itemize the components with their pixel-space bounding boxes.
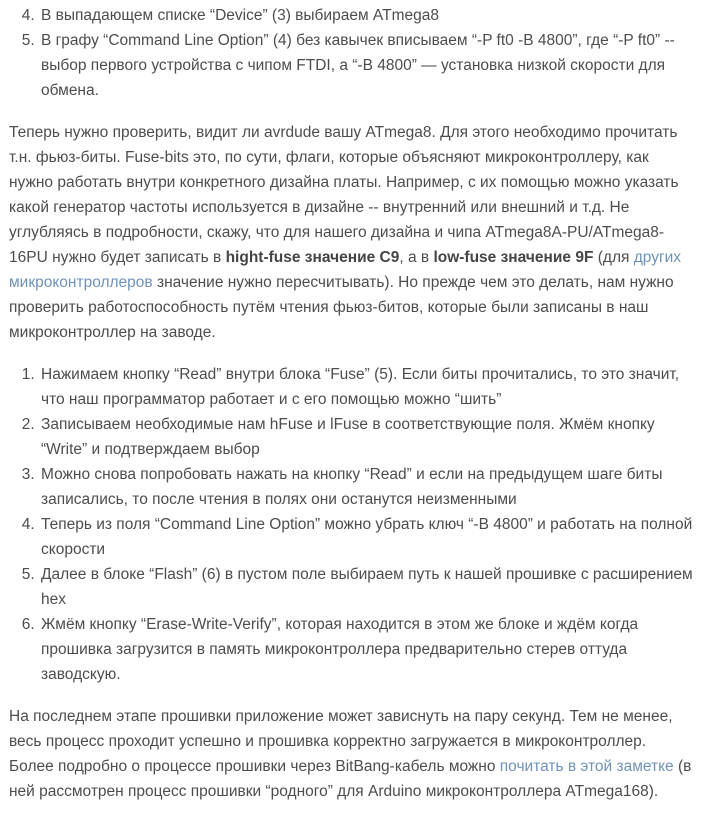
closing-paragraph: [9, 704, 694, 804]
flashing-steps-list: [9, 362, 694, 687]
text-run: Записываем необходимые нам hFuse и lFuse в соответствующие поля. Жмём кнопку “Write” и подтверждаем выбор: [41, 416, 655, 458]
text-run: В выпадающем списке “Device” (3) выбираем ATmega8: [41, 7, 439, 24]
setup-steps-list: [9, 3, 694, 103]
list-item: [39, 612, 694, 687]
text-run: В графу “Command Line Option” (4) без кавычек вписываем “-P ft0 -B 4800”, где “-P ft0” -- выбор первого устройства с чипом FTDI, а “-B 4800” — установка низкой скорости для обмена.: [41, 32, 675, 99]
list-item: [39, 412, 694, 462]
list-item: [39, 28, 694, 103]
text-run: Теперь нужно проверить, видит ли avrdude вашу ATmega8. Для этого необходимо прочитать т.н. фьюз-биты. Fuse-bits это, по сути, флаги, которые объясняют микроконтроллеру, как нужно работать внутри конкретного дизайна платы. Например, с их помощью можно указать какой генератор частоты используется в дизайне -- внутренний или внешний и т.д. Не углубляясь в подробности, скажу, что для нашего дизайна и чипа ATmega8A-PU/ATmega8-16PU нужно будет записать в: [9, 124, 679, 266]
fuse-bits-paragraph: [9, 120, 694, 345]
text-run: На последнем этапе прошивки приложение может зависнуть на пару секунд. Тем не менее, весь процесс проходит успешно и прошивка корректно загружается в микроконтроллер. Более подробно о процессе прошивки через BitBang-кабель можно: [9, 708, 673, 775]
text-run: Теперь из поля “Command Line Option” можно убрать ключ “-B 4800” и работать на полной скорости: [41, 516, 693, 558]
text-run: Можно снова попробовать нажать на кнопку “Read” и если на предыдущем шаге биты записались, то после чтения в полях они останутся неизменными: [41, 466, 663, 508]
text-run: , а в: [399, 249, 434, 266]
inline-link[interactable]: других микроконтроллеров: [9, 249, 682, 291]
inline-link[interactable]: почитать в этой заметке: [499, 758, 674, 775]
text-run: значение нужно пересчитывать). Но прежде чем это делать, нам нужно проверить работоспособность путём чтения фьюз-битов, которые были записаны в наш микроконтроллер на заводе.: [9, 274, 674, 341]
list-item: [39, 3, 694, 28]
list-item: [39, 362, 694, 412]
list-item: [39, 462, 694, 512]
text-run: Жмём кнопку “Erase-Write-Verify”, которая находится в этом же блоке и ждём когда прошивка загрузится в память микроконтроллера предварительно стерев оттуда заводскую.: [41, 616, 639, 683]
list-item: [39, 512, 694, 562]
text-run: Нажимаем кнопку “Read” внутри блока “Fuse” (5). Если биты прочитались, то это значит, что наш программатор работает и с его помощью можно “шить”: [41, 366, 680, 408]
list-item: [39, 562, 694, 612]
text-run: (для: [593, 249, 634, 266]
text-run: Далее в блоке “Flash” (6) в пустом поле выбираем путь к нашей прошивке с расширением hex: [41, 566, 693, 608]
text-run: (в ней рассмотрен процесс прошивки “родного” для Arduino микроконтроллера ATmega168).: [9, 758, 692, 800]
bold-text: hight-fuse значение C9: [225, 249, 400, 266]
bold-text: low-fuse значение 9F: [433, 249, 594, 266]
